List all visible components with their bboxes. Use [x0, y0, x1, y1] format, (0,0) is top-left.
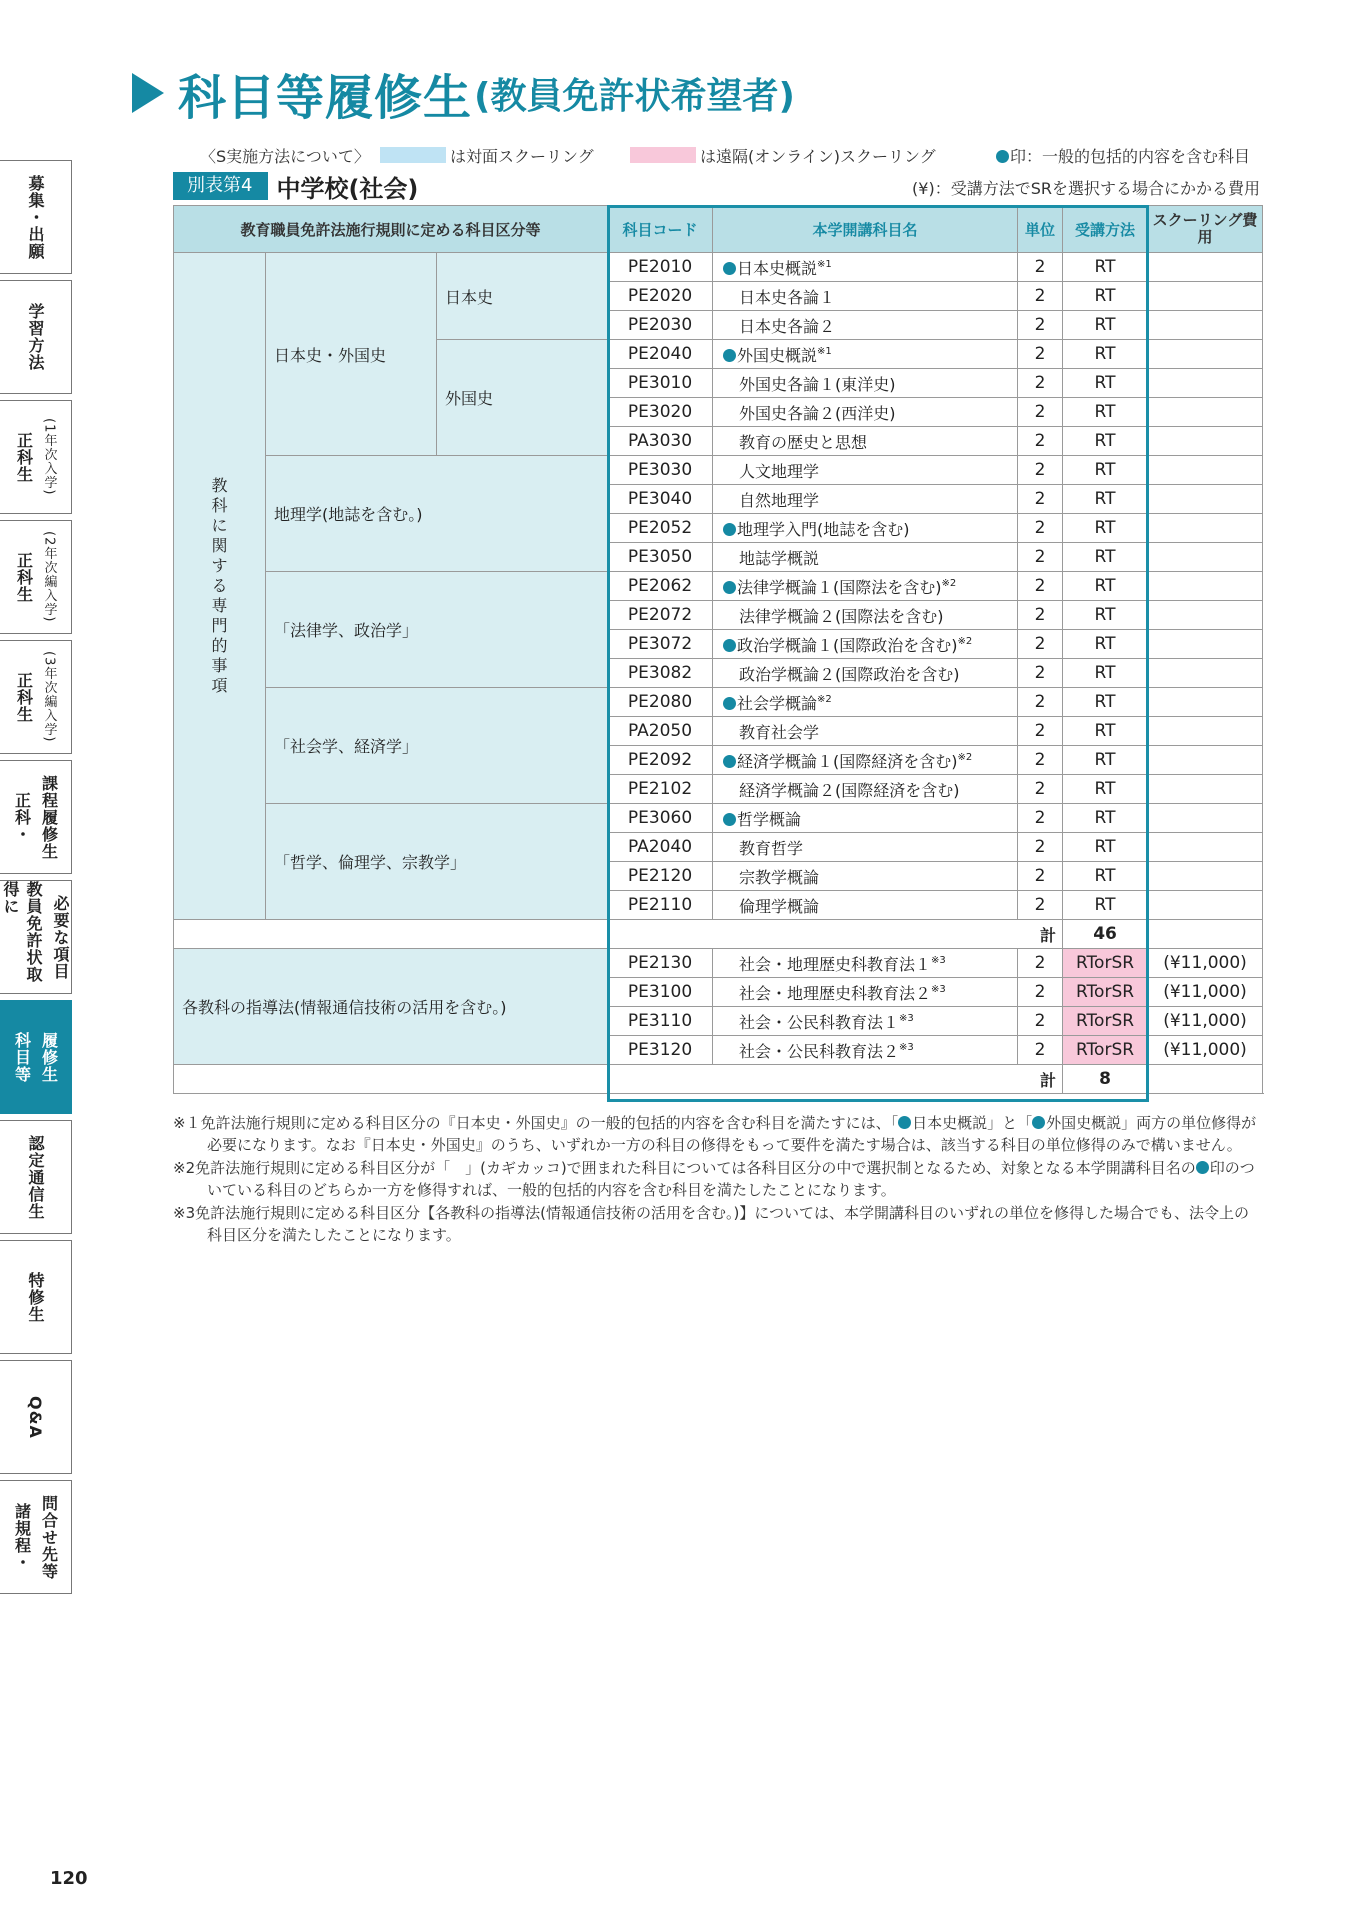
header-method: 受講方法	[1063, 206, 1148, 253]
credits: 2	[1018, 340, 1063, 369]
course-code: PE2080	[608, 688, 713, 717]
method: RT	[1063, 456, 1148, 485]
fee	[1148, 775, 1263, 804]
subject-name: 地誌学概説	[713, 543, 1018, 572]
legend-intro: 〈S実施方法について〉	[200, 147, 370, 166]
credits: 2	[1018, 659, 1063, 688]
credits: 2	[1018, 833, 1063, 862]
legend-blue-label: は対面スクーリング	[450, 147, 594, 166]
subject-name: 社会・公民科教育法１$^{※3}$	[713, 1007, 1018, 1036]
fee	[1148, 630, 1263, 659]
category-sociology-economics: 「社会学、経済学」	[266, 688, 608, 804]
side-tab-sublabel: (2年次編入学)	[41, 531, 57, 623]
total-label: 計	[608, 920, 1063, 949]
total-label: 計	[608, 1065, 1063, 1094]
credits: 2	[1018, 1036, 1063, 1065]
fee	[1148, 804, 1263, 833]
triangle-icon	[132, 73, 164, 113]
course-code: PE3060	[608, 804, 713, 833]
dot-icon	[723, 639, 736, 652]
subject-name: 教育哲学	[713, 833, 1018, 862]
side-tab-sublabel: (3年次編入学)	[41, 651, 57, 743]
side-tab-sublabel: (1年次入学)	[41, 418, 57, 496]
credits: 2	[1018, 282, 1063, 311]
method: RTorSR	[1063, 1007, 1148, 1036]
fee: (¥11,000)	[1148, 949, 1263, 978]
legend-dot-item	[996, 144, 1250, 167]
subject-name: 社会・公民科教育法２$^{※3}$	[713, 1036, 1018, 1065]
category-history: 日本史・外国史	[266, 253, 437, 456]
course-code: PE2120	[608, 862, 713, 891]
side-tab[interactable]	[0, 1000, 72, 1114]
legend-pink-label: は遠隔(オンライン)スクーリング	[700, 147, 936, 166]
header-code: 科目コード	[608, 206, 713, 253]
subject-name: 地理学入門(地誌を含む)	[713, 514, 1018, 543]
method: RT	[1063, 630, 1148, 659]
course-code: PE2020	[608, 282, 713, 311]
legend	[200, 144, 1260, 166]
subject-name: 政治学概論１(国際政治を含む)$^{※2}$	[713, 630, 1018, 659]
side-tab[interactable]	[0, 280, 72, 394]
method: RT	[1063, 833, 1148, 862]
fee	[1148, 456, 1263, 485]
dot-icon	[723, 697, 736, 710]
side-tab-label: Q&A	[26, 1395, 45, 1439]
course-code: PE2030	[608, 311, 713, 340]
method: RT	[1063, 543, 1148, 572]
subject-name: 倫理学概論	[713, 891, 1018, 920]
category-geography: 地理学(地誌を含む。)	[266, 456, 608, 572]
subject-name: 社会・地理歴史科教育法１$^{※3}$	[713, 949, 1018, 978]
fee	[1148, 253, 1263, 282]
side-tab[interactable]	[0, 760, 72, 874]
side-tab-label: 諸規程・	[12, 1503, 32, 1571]
side-tab-label: 正科・	[12, 791, 32, 843]
method: RT	[1063, 514, 1148, 543]
method: RT	[1063, 804, 1148, 833]
course-code: PE2092	[608, 746, 713, 775]
total-spacer-right	[1148, 920, 1263, 949]
fee	[1148, 572, 1263, 601]
credits: 2	[1018, 601, 1063, 630]
footnote-1: ※１免許法施行規則に定める科目区分の『日本史・外国史』の一般的包括的内容を含む科目を満たすには、「 日本史概説」と「 外国史概説」両方の単位修得が必要になります。なお『日本史・外国史』のうち、いずれか一方の科目の修得をもって要件を満たす場合は、該当する科目の単位修得のみで構いません。	[173, 1114, 1257, 1154]
credits: 2	[1018, 1007, 1063, 1036]
table-badge: 別表第4	[173, 172, 268, 200]
fee	[1148, 601, 1263, 630]
fee	[1148, 311, 1263, 340]
method: RTorSR	[1063, 978, 1148, 1007]
table-row	[174, 253, 1263, 282]
school-label: 中学校(社会)	[276, 174, 419, 203]
credits: 2	[1018, 456, 1063, 485]
category-teaching-methods: 各教科の指導法(情報通信技術の活用を含む。)	[174, 949, 608, 1065]
subject-name: 社会学概論$^{※2}$	[713, 688, 1018, 717]
subject-name: 教育の歴史と思想	[713, 427, 1018, 456]
dot-icon	[1032, 1116, 1045, 1129]
fee	[1148, 833, 1263, 862]
method: RT	[1063, 891, 1148, 920]
method: RT	[1063, 659, 1148, 688]
course-code: PE2052	[608, 514, 713, 543]
table-row	[174, 456, 1263, 485]
table-row	[174, 688, 1263, 717]
title-sub: (教員免許状希望者)	[474, 75, 795, 117]
credits: 2	[1018, 253, 1063, 282]
course-code: PA3030	[608, 427, 713, 456]
fee	[1148, 746, 1263, 775]
method: RT	[1063, 572, 1148, 601]
method: RT	[1063, 775, 1148, 804]
page-title	[132, 58, 795, 128]
side-tab-label: 正科生	[14, 671, 34, 723]
course-code: PE2040	[608, 340, 713, 369]
fee	[1148, 340, 1263, 369]
total-spacer	[174, 1065, 608, 1094]
subject-name: 宗教学概論	[713, 862, 1018, 891]
method: RT	[1063, 340, 1148, 369]
course-code: PE3040	[608, 485, 713, 514]
method: RT	[1063, 311, 1148, 340]
side-tab[interactable]	[0, 880, 72, 994]
subject-name: 社会・地理歴史科教育法２$^{※3}$	[713, 978, 1018, 1007]
fee	[1148, 659, 1263, 688]
course-code: PE2130	[608, 949, 713, 978]
dot-icon	[723, 813, 736, 826]
method: RT	[1063, 398, 1148, 427]
side-tab[interactable]	[0, 1480, 72, 1594]
course-code: PE2110	[608, 891, 713, 920]
dot-icon	[1196, 1161, 1209, 1174]
dot-icon	[723, 349, 736, 362]
page-number: 120	[50, 1868, 88, 1889]
fee: (¥11,000)	[1148, 1036, 1263, 1065]
side-tab[interactable]	[0, 1240, 72, 1354]
course-code: PE3030	[608, 456, 713, 485]
side-tab-label: 正科生	[14, 431, 34, 483]
side-tab-label: 募集・出願	[26, 174, 45, 260]
dot-icon	[723, 262, 736, 275]
header-subject: 本学開講科目名	[713, 206, 1018, 253]
course-code: PE3010	[608, 369, 713, 398]
side-tab-label: 認定通信生	[26, 1134, 45, 1220]
course-code: PA2050	[608, 717, 713, 746]
table-row	[174, 572, 1263, 601]
side-tab[interactable]	[0, 640, 72, 754]
side-tab-label: 正科生	[14, 551, 34, 603]
category-main: 教科に関する専門的事項	[174, 253, 266, 920]
method: RT	[1063, 688, 1148, 717]
side-tab[interactable]	[0, 1360, 72, 1474]
dot-icon	[898, 1116, 911, 1129]
title-main: 科目等履修生	[178, 69, 473, 126]
course-code: PE2072	[608, 601, 713, 630]
credits: 2	[1018, 369, 1063, 398]
course-code: PE3120	[608, 1036, 713, 1065]
credits: 2	[1018, 572, 1063, 601]
subject-name: 政治学概論２(国際政治を含む)	[713, 659, 1018, 688]
dot-icon	[723, 581, 736, 594]
total-spacer	[174, 920, 608, 949]
total-value: 46	[1063, 920, 1148, 949]
fee	[1148, 891, 1263, 920]
method: RT	[1063, 427, 1148, 456]
credits: 2	[1018, 891, 1063, 920]
course-code: PE2062	[608, 572, 713, 601]
credits: 2	[1018, 978, 1063, 1007]
header-category: 教育職員免許法施行規則に定める科目区分等	[174, 206, 608, 253]
course-code: PE3110	[608, 1007, 713, 1036]
legend-pink-swatch	[630, 147, 696, 163]
total-value: 8	[1063, 1065, 1148, 1094]
side-tab[interactable]	[0, 520, 72, 634]
method: RT	[1063, 253, 1148, 282]
credits: 2	[1018, 804, 1063, 833]
fee	[1148, 862, 1263, 891]
dot-icon	[723, 523, 736, 536]
method: RT	[1063, 369, 1148, 398]
course-code: PE3072	[608, 630, 713, 659]
footnote-3: ※3免許法施行規則に定める科目区分【各教科の指導法(情報通信技術の活用を含む。)】については、本学開講科目のいずれの単位を修得した場合でも、法令上の科目区分を満たしたことになります。	[173, 1204, 1250, 1244]
method: RT	[1063, 601, 1148, 630]
side-tab[interactable]	[0, 1120, 72, 1234]
method: RT	[1063, 862, 1148, 891]
subject-name: 経済学概論１(国際経済を含む)$^{※2}$	[713, 746, 1018, 775]
table-row	[174, 804, 1263, 833]
fee	[1148, 543, 1263, 572]
course-code: PE3100	[608, 978, 713, 1007]
course-code: PE3082	[608, 659, 713, 688]
subject-name: 法律学概論２(国際法を含む)	[713, 601, 1018, 630]
side-tab-label: 特修生	[26, 1271, 45, 1323]
credits: 2	[1018, 427, 1063, 456]
credits: 2	[1018, 775, 1063, 804]
credits: 2	[1018, 514, 1063, 543]
side-tab-label: 教員免許状取得に	[1, 881, 43, 983]
subject-name: 外国史各論２(西洋史)	[713, 398, 1018, 427]
method: RT	[1063, 485, 1148, 514]
header-credits: 単位	[1018, 206, 1063, 253]
course-code: PA2040	[608, 833, 713, 862]
total-row	[174, 1065, 1263, 1094]
method: RT	[1063, 282, 1148, 311]
subject-name: 自然地理学	[713, 485, 1018, 514]
credits: 2	[1018, 949, 1063, 978]
course-code: PE3020	[608, 398, 713, 427]
credits: 2	[1018, 543, 1063, 572]
subject-name: 日本史各論１	[713, 282, 1018, 311]
method: RT	[1063, 717, 1148, 746]
side-tab-label: 学習方法	[26, 303, 45, 371]
side-tab-sublabel: 履修生	[39, 1031, 59, 1083]
credits: 2	[1018, 746, 1063, 775]
course-code: PE2010	[608, 253, 713, 282]
credits: 2	[1018, 688, 1063, 717]
subject-name: 教育社会学	[713, 717, 1018, 746]
legend-dot-label: 印：一般的包括的内容を含む科目	[1010, 147, 1251, 166]
subject-name: 日本史各論２	[713, 311, 1018, 340]
footnote-2: ※2免許法施行規則に定める科目区分が「 」(カギカッコ)で囲まれた科目については各科目区分の中で選択制となるため、対象となる本学開講科目名の 印のついている科目のどちらか一方を修得すれば、一般的包括的内容を含む科目を満たしたことになります。	[173, 1159, 1255, 1199]
fee-note: (¥)：受講方法でSRを選択する場合にかかる費用	[912, 179, 1260, 198]
credits: 2	[1018, 717, 1063, 746]
credits: 2	[1018, 630, 1063, 659]
credits: 2	[1018, 862, 1063, 891]
side-tab[interactable]	[0, 400, 72, 514]
category-law-politics: 「法律学、政治学」	[266, 572, 608, 688]
credits: 2	[1018, 398, 1063, 427]
method: RTorSR	[1063, 1036, 1148, 1065]
fee: (¥11,000)	[1148, 1007, 1263, 1036]
table-heading	[173, 172, 419, 203]
header-fee: スクーリング費用	[1148, 206, 1263, 253]
course-code: PE2102	[608, 775, 713, 804]
fee: (¥11,000)	[1148, 978, 1263, 1007]
category-japanese-history: 日本史	[437, 253, 608, 340]
dot-icon	[996, 150, 1009, 163]
footnotes	[173, 1112, 1263, 1247]
subject-name: 外国史各論１(東洋史)	[713, 369, 1018, 398]
fee	[1148, 282, 1263, 311]
credits: 2	[1018, 485, 1063, 514]
fee	[1148, 717, 1263, 746]
subject-name: 哲学概論	[713, 804, 1018, 833]
fee	[1148, 514, 1263, 543]
legend-blue-swatch	[380, 147, 446, 163]
side-tab-sublabel: 問合せ先等	[39, 1494, 59, 1580]
total-spacer-right	[1148, 1065, 1263, 1094]
table-row	[174, 949, 1263, 978]
side-tab-sublabel: 必要な項目	[51, 894, 70, 980]
side-tab-sublabel: 課程履修生	[39, 774, 59, 860]
fee	[1148, 369, 1263, 398]
course-code: PE3050	[608, 543, 713, 572]
course-table	[173, 205, 1263, 1094]
subject-name: 日本史概説$^{※1}$	[713, 253, 1018, 282]
dot-icon	[723, 755, 736, 768]
fee	[1148, 427, 1263, 456]
side-tab[interactable]	[0, 160, 72, 274]
method: RTorSR	[1063, 949, 1148, 978]
fee	[1148, 688, 1263, 717]
subject-name: 法律学概論１(国際法を含む)$^{※2}$	[713, 572, 1018, 601]
subject-name: 経済学概論２(国際経済を含む)	[713, 775, 1018, 804]
category-foreign-history: 外国史	[437, 340, 608, 456]
method: RT	[1063, 746, 1148, 775]
category-philosophy: 「哲学、倫理学、宗教学」	[266, 804, 608, 920]
subject-name: 人文地理学	[713, 456, 1018, 485]
subject-name: 外国史概説$^{※1}$	[713, 340, 1018, 369]
fee	[1148, 398, 1263, 427]
side-tab-label: 科目等	[12, 1031, 32, 1083]
total-row	[174, 920, 1263, 949]
fee	[1148, 485, 1263, 514]
credits: 2	[1018, 311, 1063, 340]
